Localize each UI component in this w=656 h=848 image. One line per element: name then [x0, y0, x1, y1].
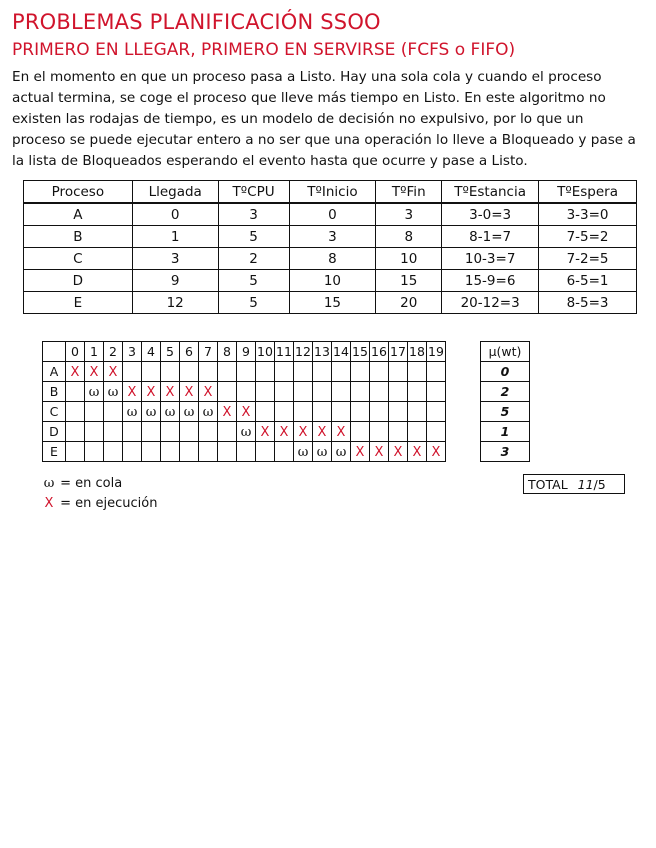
gantt-cell — [256, 402, 275, 422]
gantt-cell — [294, 402, 313, 422]
exec-mark-icon: X — [241, 404, 251, 420]
gantt-cell — [275, 442, 294, 462]
gantt-cell — [180, 402, 199, 422]
gantt-cell — [332, 402, 351, 422]
gantt-cell — [294, 362, 313, 382]
gantt-cell — [294, 422, 313, 442]
total-divisor: /5 — [593, 477, 606, 492]
table-cell: 8-1=7 — [442, 226, 539, 248]
gantt-wait-value: 1 — [481, 422, 530, 442]
gantt-cell — [180, 362, 199, 382]
exec-mark-icon: X — [70, 364, 80, 380]
gantt-cell — [408, 402, 427, 422]
exec-mark-icon: X — [222, 404, 232, 420]
header-process: Proceso — [24, 181, 133, 204]
table-cell: 3 — [289, 226, 376, 248]
exec-mark-icon: X — [146, 384, 156, 400]
intro-paragraph: En el momento en que un proceso pasa a Listo. Hay una sola cola y cuando el proceso actual termina, se coge el proceso que lleve más tiempo en Listo. En este algoritmo no existen las rodajas de tiempo, es un modelo de decisión no expulsivo, por lo que un proceso se puede ejecutar entero a no ser que una operación lo lleve a Bloqueado y pase a la lista de Bloqueados esperando el evento hasta que ocurre y pase a Listo. — [12, 69, 636, 169]
wait-mark-icon: ω — [164, 404, 176, 420]
gantt-cell — [104, 442, 123, 462]
gantt-cell — [180, 382, 199, 402]
exec-mark-icon: X — [165, 384, 175, 400]
gantt-cell — [237, 382, 256, 402]
gantt-process-label: D — [43, 422, 66, 442]
gantt-cell — [218, 402, 237, 422]
gantt-cell — [351, 402, 370, 422]
gantt-cell — [199, 422, 218, 442]
gantt-cell — [142, 402, 161, 422]
table-cell: 8 — [376, 226, 442, 248]
gantt-cell — [332, 422, 351, 442]
gantt-time-header-row — [43, 342, 530, 362]
table-cell: 15-9=6 — [442, 270, 539, 292]
wait-mark-icon: ω — [107, 384, 119, 400]
gantt-cell — [104, 402, 123, 422]
gantt-time-header: 14 — [332, 342, 351, 362]
gantt-cell — [370, 402, 389, 422]
gantt-cell — [313, 442, 332, 462]
table-row — [24, 292, 637, 314]
gantt-cell — [313, 422, 332, 442]
gantt-time-header: 13 — [313, 342, 332, 362]
gantt-cell — [408, 422, 427, 442]
gantt-cell — [351, 362, 370, 382]
table-cell: 8 — [289, 248, 376, 270]
gantt-row — [43, 402, 530, 422]
gantt-cell — [313, 362, 332, 382]
gantt-cell — [408, 382, 427, 402]
process-table-header-row — [24, 181, 637, 204]
table-cell: 10 — [376, 248, 442, 270]
gantt-gap-cell — [446, 422, 481, 442]
gantt-cell — [332, 442, 351, 462]
gantt-cell — [66, 442, 85, 462]
gantt-cell — [370, 362, 389, 382]
gantt-cell — [275, 402, 294, 422]
gantt-cell — [123, 382, 142, 402]
wait-symbol-icon: ω — [43, 476, 55, 491]
gantt-gap-cell — [446, 342, 481, 362]
table-cell: 5 — [218, 270, 289, 292]
gantt-time-header: 19 — [427, 342, 446, 362]
gantt-cell — [218, 362, 237, 382]
table-cell: 1 — [132, 226, 218, 248]
gantt-row — [43, 382, 530, 402]
header-cpu-time: TºCPU — [218, 181, 289, 204]
gantt-wait-value: 3 — [481, 442, 530, 462]
gantt-cell — [180, 442, 199, 462]
total-wait-box — [523, 474, 625, 494]
table-cell: 0 — [289, 203, 376, 226]
exec-mark-icon: X — [184, 384, 194, 400]
header-turnaround-time: TºEstancia — [442, 181, 539, 204]
header-end-time: TºFin — [376, 181, 442, 204]
gantt-process-label: C — [43, 402, 66, 422]
gantt-cell — [218, 442, 237, 462]
gantt-cell — [199, 382, 218, 402]
exec-mark-icon: X — [279, 424, 289, 440]
gantt-gap-cell — [446, 362, 481, 382]
gantt-cell — [389, 402, 408, 422]
gantt-cell — [142, 362, 161, 382]
gantt-cell — [237, 442, 256, 462]
table-row — [24, 248, 637, 270]
gantt-corner-cell — [43, 342, 66, 362]
header-start-time: TºInicio — [289, 181, 376, 204]
gantt-cell — [85, 442, 104, 462]
gantt-time-header: 4 — [142, 342, 161, 362]
gantt-cell — [237, 422, 256, 442]
gantt-cell — [66, 402, 85, 422]
table-cell: 3-0=3 — [442, 203, 539, 226]
gantt-cell — [199, 442, 218, 462]
table-cell: E — [24, 292, 133, 314]
gantt-cell — [389, 442, 408, 462]
gantt-cell — [218, 382, 237, 402]
gantt-cell — [275, 362, 294, 382]
table-cell: 7-2=5 — [539, 248, 637, 270]
gantt-cell — [104, 422, 123, 442]
table-cell: 12 — [132, 292, 218, 314]
table-cell: 15 — [376, 270, 442, 292]
gantt-time-header: 18 — [408, 342, 427, 362]
gantt-cell — [85, 362, 104, 382]
gantt-cell — [123, 362, 142, 382]
legend-text: = en cola — [60, 476, 123, 491]
gantt-cell — [294, 382, 313, 402]
gantt-wait-value: 0 — [481, 362, 530, 382]
gantt-time-header: 12 — [294, 342, 313, 362]
gantt-cell — [427, 422, 446, 442]
table-row — [24, 226, 637, 248]
gantt-time-header: 1 — [85, 342, 104, 362]
gantt-cell — [218, 422, 237, 442]
gantt-row — [43, 362, 530, 382]
gantt-cell — [66, 382, 85, 402]
page-title: PROBLEMAS PLANIFICACIÓN SSOO — [12, 10, 381, 34]
gantt-cell — [256, 382, 275, 402]
gantt-time-header: 7 — [199, 342, 218, 362]
gantt-time-header: 2 — [104, 342, 123, 362]
gantt-time-header: 3 — [123, 342, 142, 362]
total-value: 11 — [577, 477, 594, 492]
exec-mark-icon: X — [336, 424, 346, 440]
gantt-cell — [275, 422, 294, 442]
gantt-cell — [123, 402, 142, 422]
gantt-time-header: 15 — [351, 342, 370, 362]
gantt-cell — [237, 362, 256, 382]
gantt-gap-cell — [446, 382, 481, 402]
gantt-cell — [161, 382, 180, 402]
gantt-cell — [256, 362, 275, 382]
exec-mark-icon: X — [108, 364, 118, 380]
gantt-cell — [142, 442, 161, 462]
gantt-cell — [85, 402, 104, 422]
exec-mark-icon: X — [127, 384, 137, 400]
wait-mark-icon: ω — [240, 424, 252, 440]
gantt-cell — [161, 362, 180, 382]
wait-mark-icon: ω — [202, 404, 214, 420]
gantt-cell — [389, 422, 408, 442]
gantt-process-label: E — [43, 442, 66, 462]
gantt-cell — [123, 442, 142, 462]
exec-symbol-icon: X — [44, 496, 54, 511]
gantt-cell — [199, 362, 218, 382]
gantt-time-header: 6 — [180, 342, 199, 362]
exec-mark-icon: X — [393, 444, 403, 460]
legend-text: = en ejecución — [60, 496, 158, 511]
legend-item-exec — [42, 496, 157, 511]
gantt-cell — [332, 382, 351, 402]
table-row — [24, 270, 637, 292]
table-cell: 5 — [218, 226, 289, 248]
gantt-cell — [370, 422, 389, 442]
table-cell: 8-5=3 — [539, 292, 637, 314]
gantt-cell — [199, 402, 218, 422]
table-cell: 20-12=3 — [442, 292, 539, 314]
gantt-cell — [351, 382, 370, 402]
exec-mark-icon: X — [374, 444, 384, 460]
gantt-cell — [66, 422, 85, 442]
table-cell: 9 — [132, 270, 218, 292]
gantt-cell — [275, 382, 294, 402]
wait-mark-icon: ω — [335, 444, 347, 460]
gantt-cell — [389, 362, 408, 382]
gantt-cell — [351, 442, 370, 462]
gantt-wait-value: 2 — [481, 382, 530, 402]
exec-mark-icon: X — [412, 444, 422, 460]
gantt-cell — [66, 362, 85, 382]
exec-mark-icon: X — [355, 444, 365, 460]
wait-mark-icon: ω — [126, 404, 138, 420]
table-cell: 3 — [218, 203, 289, 226]
gantt-cell — [408, 362, 427, 382]
gantt-process-label: B — [43, 382, 66, 402]
gantt-time-header: 11 — [275, 342, 294, 362]
table-row — [24, 203, 637, 226]
exec-mark-icon: X — [89, 364, 99, 380]
wait-mark-icon: ω — [297, 444, 309, 460]
exec-mark-icon: X — [431, 444, 441, 460]
gantt-cell — [408, 442, 427, 462]
gantt-cell — [427, 442, 446, 462]
gantt-cell — [161, 442, 180, 462]
wait-mark-icon: ω — [88, 384, 100, 400]
gantt-cell — [256, 422, 275, 442]
process-table — [23, 180, 637, 314]
gantt-time-header: 16 — [370, 342, 389, 362]
table-cell: 10 — [289, 270, 376, 292]
gantt-process-label: A — [43, 362, 66, 382]
gantt-cell — [256, 442, 275, 462]
total-label: TOTAL — [528, 477, 568, 492]
table-cell: 7-5=2 — [539, 226, 637, 248]
table-cell: 2 — [218, 248, 289, 270]
exec-mark-icon: X — [317, 424, 327, 440]
gantt-time-header: 17 — [389, 342, 408, 362]
gantt-cell — [85, 422, 104, 442]
exec-mark-icon: X — [203, 384, 213, 400]
exec-mark-icon: X — [260, 424, 270, 440]
gantt-time-header: 10 — [256, 342, 275, 362]
gantt-cell — [104, 362, 123, 382]
table-cell: 15 — [289, 292, 376, 314]
gantt-time-header: 9 — [237, 342, 256, 362]
legend-item-wait — [42, 476, 122, 491]
gantt-cell — [427, 362, 446, 382]
gantt-cell — [180, 422, 199, 442]
gantt-wait-value: 5 — [481, 402, 530, 422]
table-cell: D — [24, 270, 133, 292]
gantt-cell — [332, 362, 351, 382]
table-cell: B — [24, 226, 133, 248]
table-cell: 6-5=1 — [539, 270, 637, 292]
page-subtitle: PRIMERO EN LLEGAR, PRIMERO EN SERVIRSE (FCFS o FIFO) — [12, 40, 516, 60]
gantt-cell — [161, 422, 180, 442]
gantt-cell — [313, 402, 332, 422]
table-cell: 5 — [218, 292, 289, 314]
wait-mark-icon: ω — [145, 404, 157, 420]
gantt-row — [43, 442, 530, 462]
wait-mark-icon: ω — [316, 444, 328, 460]
gantt-cell — [104, 382, 123, 402]
gantt-cell — [294, 442, 313, 462]
gantt-avg-wait-header: μ(wt) — [481, 342, 530, 362]
gantt-chart-table — [42, 341, 530, 462]
gantt-time-header: 0 — [66, 342, 85, 362]
gantt-gap-cell — [446, 442, 481, 462]
wait-mark-icon: ω — [183, 404, 195, 420]
gantt-cell — [85, 382, 104, 402]
header-arrival: Llegada — [132, 181, 218, 204]
table-cell: 3 — [376, 203, 442, 226]
gantt-cell — [351, 422, 370, 442]
exec-mark-icon: X — [298, 424, 308, 440]
gantt-cell — [142, 422, 161, 442]
gantt-time-header: 8 — [218, 342, 237, 362]
header-wait-time: TºEspera — [539, 181, 637, 204]
table-cell: 3-3=0 — [539, 203, 637, 226]
gantt-cell — [313, 382, 332, 402]
gantt-gap-cell — [446, 402, 481, 422]
table-cell: 20 — [376, 292, 442, 314]
gantt-cell — [123, 422, 142, 442]
gantt-cell — [389, 382, 408, 402]
gantt-cell — [370, 382, 389, 402]
table-cell: C — [24, 248, 133, 270]
table-cell: 0 — [132, 203, 218, 226]
table-cell: 10-3=7 — [442, 248, 539, 270]
gantt-cell — [427, 382, 446, 402]
gantt-cell — [161, 402, 180, 422]
table-cell: A — [24, 203, 133, 226]
gantt-cell — [427, 402, 446, 422]
gantt-time-header: 5 — [161, 342, 180, 362]
gantt-cell — [142, 382, 161, 402]
gantt-cell — [370, 442, 389, 462]
gantt-row — [43, 422, 530, 442]
gantt-cell — [237, 402, 256, 422]
table-cell: 3 — [132, 248, 218, 270]
